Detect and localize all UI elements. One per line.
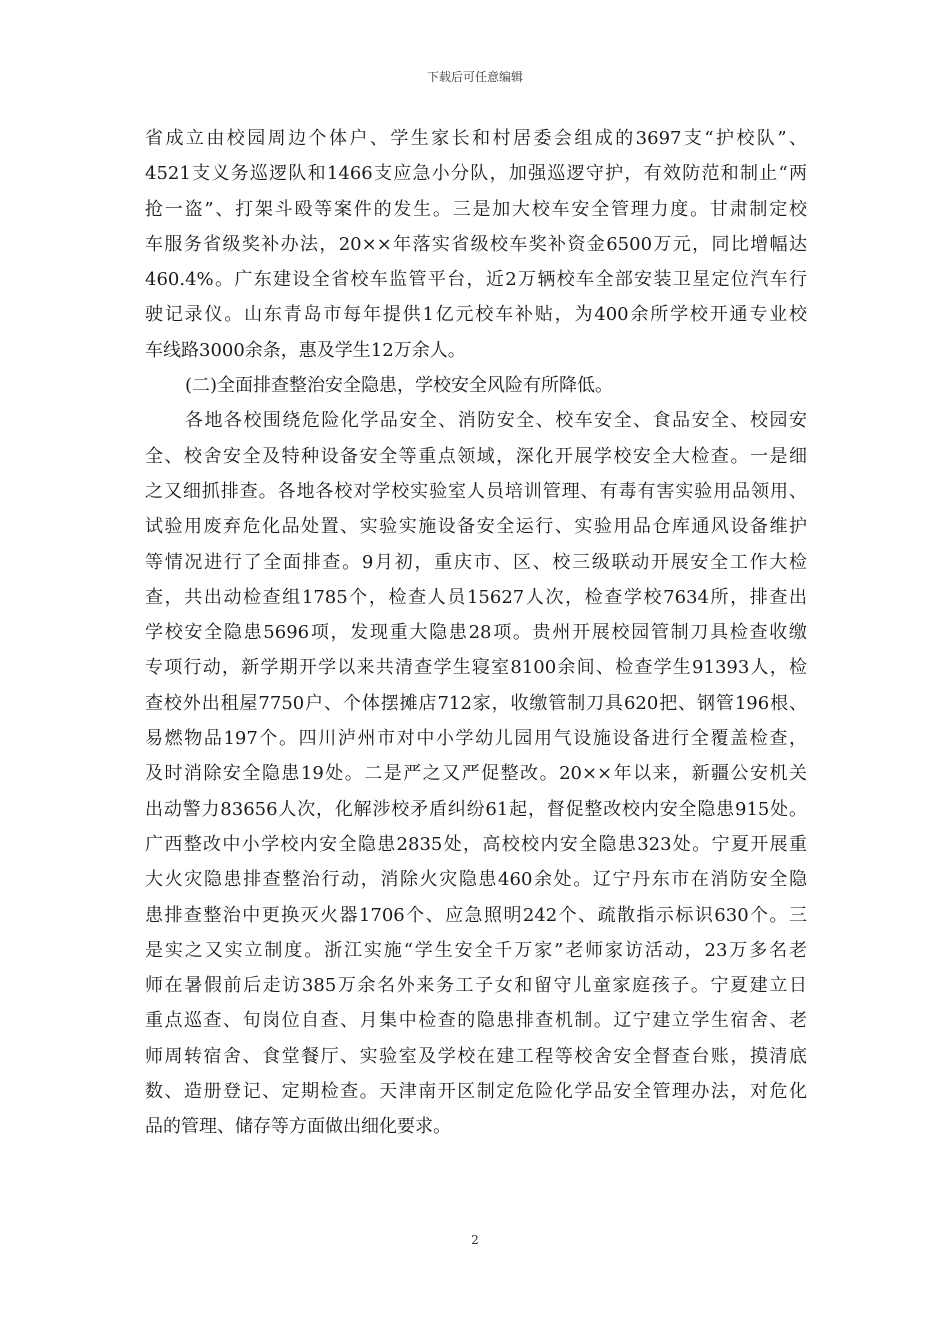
text-line: 师在暑假前后走访385万余名外来务工子女和留守儿童家庭孩子。宁夏建立日 xyxy=(145,975,807,997)
text-line: 之又细抓排查。各地各校对学校实验室人员培训管理、有毒有害实验用品领用、 xyxy=(145,480,807,502)
text-line: 查校外出租屋7750户、个体摆摊店712家，收缴管制刀具620把、钢管196根、 xyxy=(145,692,808,714)
page-number: 2 xyxy=(471,1233,479,1247)
text-line: 4521支义务巡逻队和1466支应急小分队，加强巡逻守护，有效防范和制止“两 xyxy=(145,163,807,185)
text-line: 品的管理、储存等方面做出细化要求。 xyxy=(145,1116,451,1138)
text-line: 抢一盗”、打架斗殴等案件的发生。三是加大校车安全管理力度。甘肃制定校 xyxy=(145,198,807,220)
text-line: 大火灾隐患排查整治行动，消除火灾隐患460余处。辽宁丹东市在消防安全隐 xyxy=(145,869,807,891)
text-line: 出动警力83656人次，化解涉校矛盾纠纷61起，督促整改校内安全隐患915处。 xyxy=(145,798,807,820)
text-line: 全、校舍安全及特种设备安全等重点领域，深化开展学校安全大检查。一是细 xyxy=(145,445,807,467)
text-line: 重点巡查、旬岗位自查、月集中检查的隐患排查机制。辽宁建立学生宿舍、老 xyxy=(145,1010,807,1032)
text-line: 是实之又实立制度。浙江实施“学生安全千万家”老师家访活动，23万多名老 xyxy=(145,939,807,961)
text-line: 车服务省级奖补办法，20××年落实省级校车奖补资金6500万元，同比增幅达 xyxy=(145,233,807,255)
text-line: 460.4%。广东建设全省校车监管平台，近2万辆校车全部安装卫星定位汽车行 xyxy=(145,269,807,291)
document-body xyxy=(145,121,807,1145)
text-line: 广西整改中小学校内安全隐患2835处，高校校内安全隐患323处。宁夏开展重 xyxy=(145,833,807,855)
text-line: 专项行动，新学期开学以来共清查学生寝室8100余间、检查学生91393人，检 xyxy=(145,657,807,679)
text-line: 车线路3000余条，惠及学生12万余人。 xyxy=(145,339,466,361)
text-line: 各地各校围绕危险化学品安全、消防安全、校车安全、食品安全、校园安 xyxy=(185,410,807,432)
text-line: 等情况进行了全面排查。9月初，重庆市、区、校三级联动开展安全工作大检 xyxy=(145,551,807,573)
text-line: 及时消除安全隐患19处。二是严之又严促整改。20××年以来，新疆公安机关 xyxy=(145,763,807,785)
text-line: 试验用废弃危化品处置、实验实施设备安全运行、实验用品仓库通风设备维护 xyxy=(145,516,807,538)
text-line: 易燃物品197个。四川泸州市对中小学幼儿园用气设施设备进行全覆盖检查， xyxy=(145,728,807,750)
page-header: 下载后可任意编辑 xyxy=(426,70,523,84)
text-line: 患排查整治中更换灭火器1706个、应急照明242个、疏散指示标识630个。三 xyxy=(145,904,807,926)
text-line: 学校安全隐患5696项，发现重大隐患28项。贵州开展校园管制刀具检查收缴 xyxy=(145,622,807,644)
text-line: 数、造册登记、定期检查。天津南开区制定危险化学品安全管理办法，对危化 xyxy=(145,1081,807,1103)
text-line: 查，共出动检查组1785个，检查人员15627人次，检查学校7634所，排查出 xyxy=(145,586,807,608)
text-line: 师周转宿舍、食堂餐厅、实验室及学校在建工程等校舍安全督查台账，摸清底 xyxy=(145,1045,807,1067)
text-line: 省成立由校园周边个体户、学生家长和村居委会组成的3697支“护校队”、 xyxy=(145,128,807,149)
section-heading: (二)全面排查整治安全隐患，学校安全风险有所降低。 xyxy=(185,375,614,397)
text-line: 驶记录仪。山东青岛市每年提供1亿元校车补贴，为400余所学校开通专业校 xyxy=(145,304,807,326)
